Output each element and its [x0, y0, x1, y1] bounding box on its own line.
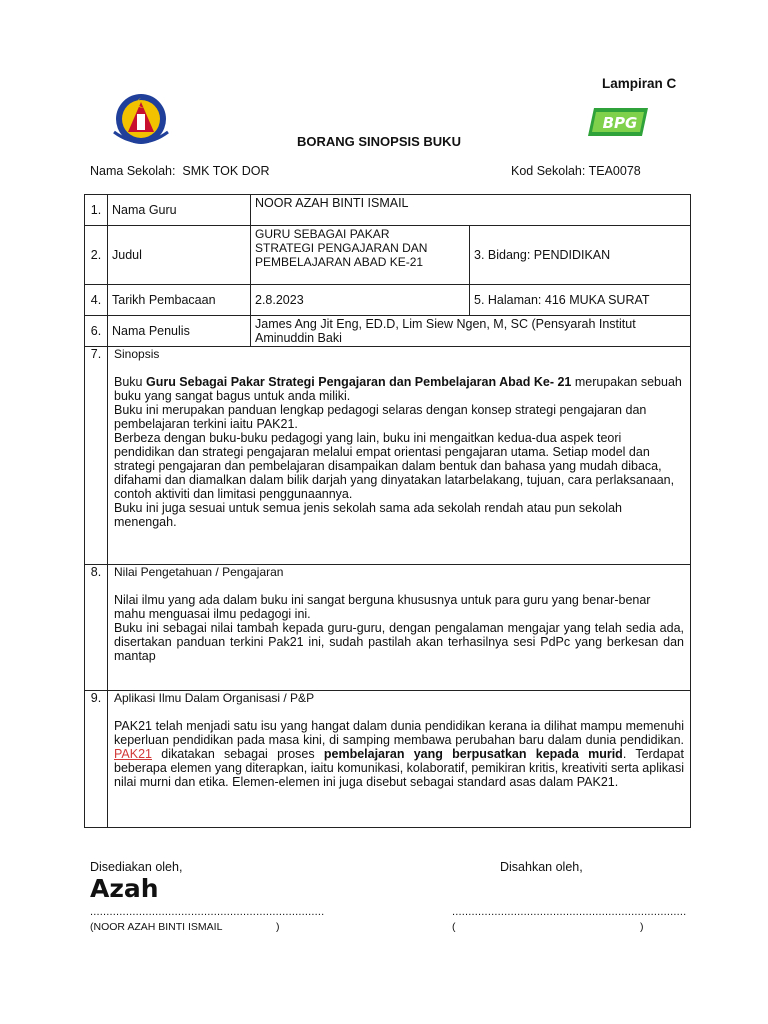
- approver-name-close: ): [640, 921, 644, 933]
- application-text: PAK21 telah menjadi satu isu yang hangat dalam dunia pendidikan kerana ia dilihat mampu memenuhi keperluan pendidikan pada masa kini, di samping membawa perubahan baru dalam dunia pendidikan.: [114, 719, 684, 747]
- row-number: 4.: [85, 285, 108, 316]
- school-name: [90, 164, 269, 178]
- book-title-line: PEMBELAJARAN ABAD KE-21: [255, 255, 424, 269]
- signature-line-right: ........................................................................: [452, 906, 687, 918]
- table-row: [85, 195, 691, 226]
- ministry-crest-icon: [108, 92, 174, 148]
- application-text: . Terdapat beberapa elemen yang diterapkan, iaitu komunikasi, kolaboratif, pemikiran kritis, kreativiti serta aplikasi nilai murni dan etika. Elemen-elemen ini juga disebut sebagai standard asas dalam PAK21.: [114, 747, 684, 789]
- synopsis-paragraph: [114, 375, 684, 403]
- table-row: [85, 226, 691, 285]
- preparer-name: (NOOR AZAH BINTI ISMAIL: [90, 921, 223, 933]
- teacher-name-value: NOOR AZAH BINTI ISMAIL: [251, 195, 691, 226]
- approver-name-open: (: [452, 921, 456, 933]
- reading-date-label: Tarikh Pembacaan: [108, 285, 251, 316]
- application-bold-text: pembelajaran yang berpusatkan kepada murid: [323, 747, 623, 761]
- synopsis-form-table: [84, 194, 691, 828]
- table-row: [85, 316, 691, 347]
- title-label: Judul: [108, 226, 251, 285]
- school-code-value: TEA0078: [588, 164, 641, 178]
- synopsis-paragraph: Buku ini merupakan panduan lengkap pedagogi selaras dengan konsep strategi pengajaran dan pembelajaran terkini iaitu PAK21.: [114, 403, 647, 431]
- pak21-link[interactable]: PAK21: [114, 747, 152, 761]
- approved-by-label: Disahkan oleh,: [500, 860, 583, 874]
- application-cell: [108, 691, 691, 828]
- application-label: Aplikasi Ilmu Dalam Organisasi / P&P: [114, 691, 315, 705]
- application-text: dikatakan sebagai proses: [152, 747, 324, 761]
- synopsis-label: Sinopsis: [114, 347, 160, 361]
- author-label: Nama Penulis: [108, 316, 251, 347]
- row-number: 8.: [85, 565, 108, 691]
- school-name-label: Nama Sekolah:: [90, 164, 176, 178]
- row-number: 1.: [85, 195, 108, 226]
- row-number: 2.: [85, 226, 108, 285]
- signature: Azah: [90, 874, 159, 903]
- field-value: 3. Bidang: PENDIDIKAN: [470, 226, 691, 285]
- book-title-value: [251, 226, 470, 285]
- knowledge-paragraph: Buku ini sebagai nilai tambah kepada guru-guru, dengan pengalaman mengajar yang telah sedia ada, disertakan panduan terkini Pak21 ini, sudah pastilah akan terhasilnya sesi PdPc yang berkesan dan mantap: [114, 621, 684, 663]
- table-row: [85, 347, 691, 565]
- pages-value: 5. Halaman: 416 MUKA SURAT: [470, 285, 691, 316]
- synopsis-text: Buku: [114, 375, 146, 389]
- svg-text:BPG: BPG: [602, 114, 638, 132]
- row-number: 9.: [85, 691, 108, 828]
- table-row: [85, 565, 691, 691]
- book-title-line: STRATEGI PENGAJARAN DAN: [255, 241, 428, 255]
- author-line: James Ang Jit Eng, ED.D, Lim Siew Ngen, M, SC (Pensyarah Institut: [255, 317, 636, 331]
- school-name-value: SMK TOK DOR: [182, 164, 270, 178]
- teacher-name-label: Nama Guru: [108, 195, 251, 226]
- application-paragraph: [114, 719, 684, 789]
- synopsis-text: merupakan sebuah buku yang sangat bagus untuk anda miliki.: [114, 375, 682, 403]
- knowledge-value-label: Nilai Pengetahuan / Pengajaran: [114, 565, 284, 579]
- knowledge-value-cell: [108, 565, 691, 691]
- bpg-logo: [586, 104, 652, 140]
- attachment-label: Lampiran C: [602, 76, 677, 91]
- row-number: 6.: [85, 316, 108, 347]
- signature-line-left: ........................................................................: [90, 906, 325, 918]
- form-title: BORANG SINOPSIS BUKU: [297, 134, 461, 149]
- synopsis-cell: [108, 347, 691, 565]
- row-number: 7.: [85, 347, 108, 565]
- table-row: [85, 691, 691, 828]
- synopsis-paragraph: Berbeza dengan buku-buku pedagogi yang lain, buku ini mengaitkan kedua-dua aspek teori pendidikan dan strategi pengajaran melalui empat orientasi pengajaran utama. Setiap model dan strategi pengajaran dan pembelajaran disampaikan dalam bentuk dan bahasa yang mudah dibaca, difahami dan diamalkan dalam bilik darjah yang dinyatakan latarbelakang, tujuan, cara perlaksanaan, contoh aktiviti dan limitasi penggunaannya.: [114, 431, 675, 501]
- book-title-line: GURU SEBAGAI PAKAR: [255, 227, 390, 241]
- school-code: [511, 164, 641, 178]
- reading-date-value: 2.8.2023: [251, 285, 470, 316]
- knowledge-paragraph: Nilai ilmu yang ada dalam buku ini sangat berguna khususnya untuk para guru yang benar-benar mahu menguasai ilmu pedagogi ini.: [114, 593, 651, 621]
- preparer-name-close: ): [276, 921, 280, 933]
- author-value: [251, 316, 691, 347]
- prepared-by-label: Disediakan oleh,: [90, 860, 183, 874]
- book-title-bold: Guru Sebagai Pakar Strategi Pengajaran dan Pembelajaran Abad Ke- 21: [145, 375, 572, 389]
- synopsis-paragraph: Buku ini juga sesuai untuk semua jenis sekolah sama ada sekolah rendah atau pun sekolah menengah.: [114, 501, 622, 529]
- school-code-label: Kod Sekolah:: [511, 164, 586, 178]
- author-line: Aminuddin Baki: [255, 331, 342, 345]
- table-row: [85, 285, 691, 316]
